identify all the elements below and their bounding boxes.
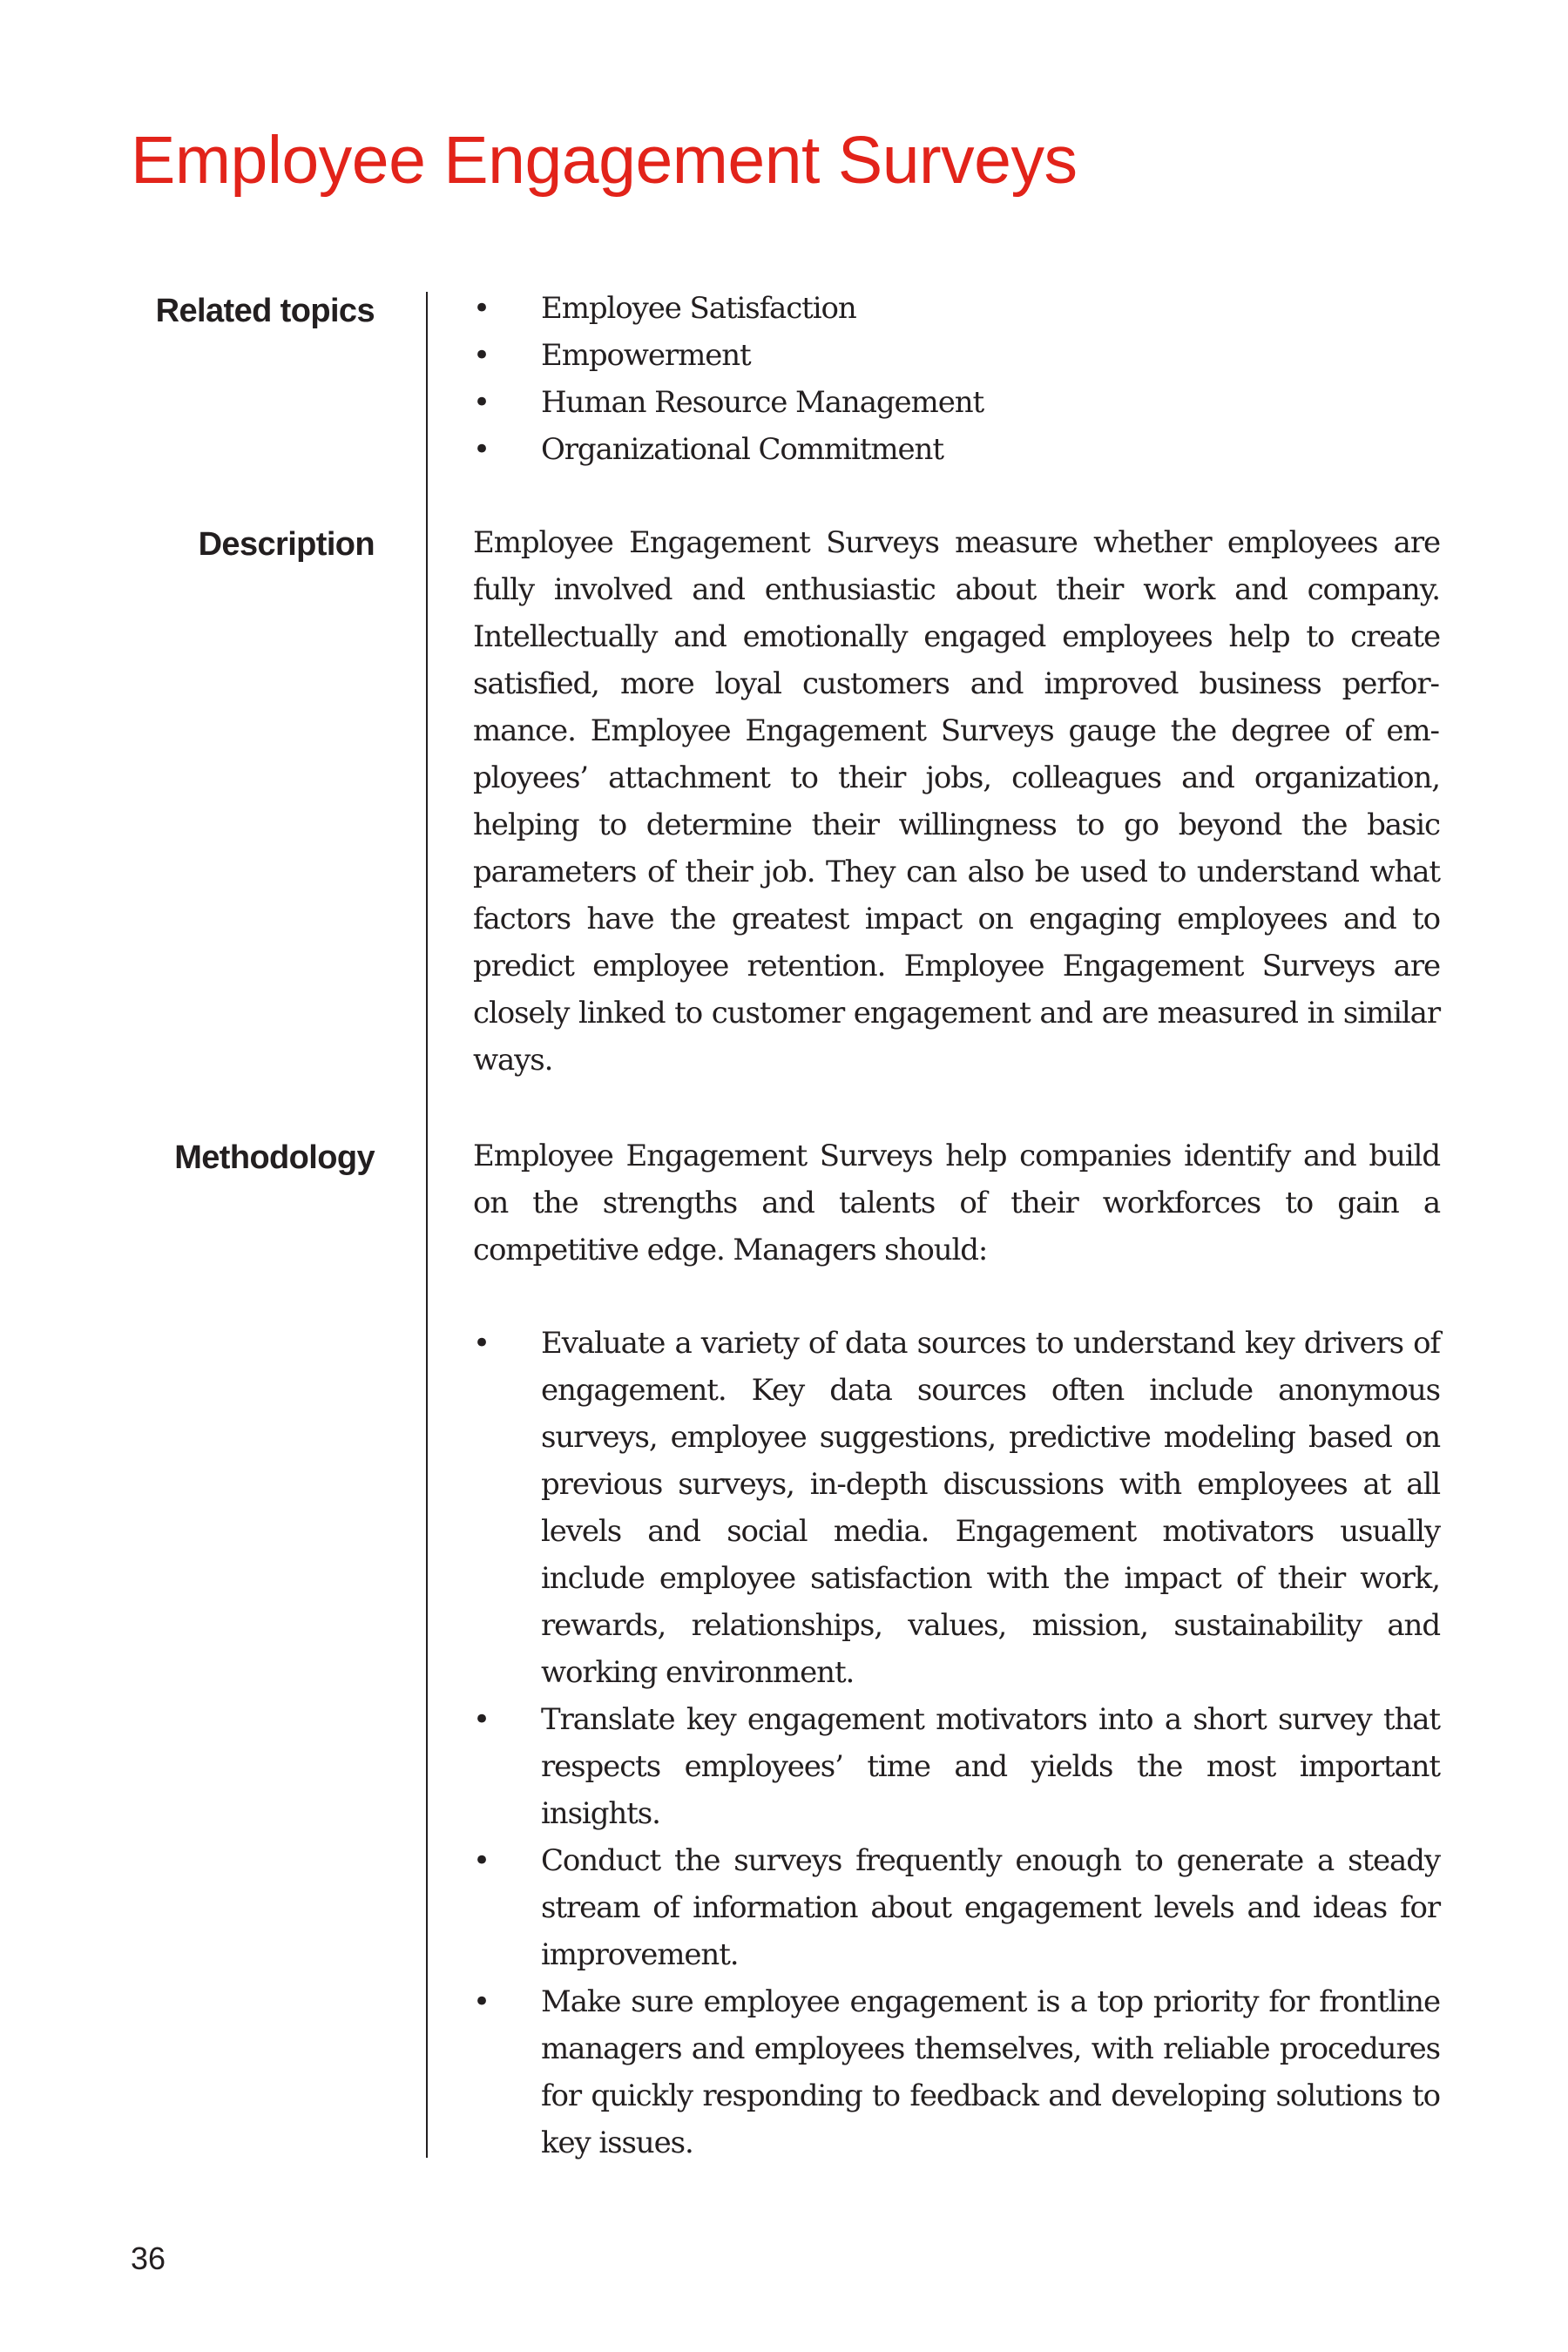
page-title: Employee Engagement Surveys [131,123,1078,198]
list-item: • Conduct the surveys frequently enough to generate a steady stream of information about engagement levels and ideas for improvement. [473,1837,1440,1978]
page-number: 36 [131,2240,166,2276]
methodology-list [473,1320,1440,2166]
bullet-icon: • [473,432,490,467]
bullet-icon: • [473,1984,490,2019]
bullet-icon: • [473,1843,490,1878]
description-label: Description [198,526,375,563]
methodology-intro: Employee Engagement Surveys help companies identify and build on the strengths and talents of their workforces to gain a competitive edge. Managers should: [473,1139,1440,1267]
bullet-icon: • [473,385,490,420]
list-item: • Empowerment [473,332,1431,379]
list-item: • Human Resource Management [473,379,1431,426]
list-item: • Employee Satisfaction [473,285,1431,332]
bullet-icon: • [473,1702,490,1737]
list-item: • Evaluate a variety of data sources to understand key drivers of engagement. Key data sources often include anonymous surveys, employee suggestions, predictive modeling based on previous surveys, in-depth discussions with employees at all levels and social media. Engagement motivators usually include employee satisfaction with the impact of their work, rewards, relationships, values, mission, sustainability and working environment. [473,1320,1440,1696]
list-item: • Translate key engagement motivators into a short survey that respects employees’ time and yields the most important insights. [473,1696,1440,1837]
list-item: • Organizational Commitment [473,426,1431,473]
list-item: • Make sure employee engagement is a top priority for frontline managers and employees themselves, with reliable procedures for quickly responding to feedback and developing solutions to key issues. [473,1978,1440,2166]
bullet-icon: • [473,291,490,326]
column-divider [426,292,428,2158]
related-topics-label: Related topics [155,293,375,329]
bullet-icon: • [473,338,490,373]
related-topics-list [473,285,1431,473]
methodology-label: Methodology [174,1139,375,1176]
description-text: Employee Engagement Surveys measure whether employees are fully involved and enthusiastic about their work and company. Intellectually and emotionally engaged employees help to create satisfied, more loyal customers and improved business performance. Employee Engagement Surveys gauge the degree of employees’ attachment to their jobs, colleagues and organization, helping to determine their willingness to go beyond the basic parameters of their job. They can also be used to understand what factors have the greatest impact on engaging employees and to predict employee retention. Employee Engagement Surveys are closely linked to customer engagement and are measured in similar ways. [473,525,1440,1078]
bullet-icon: • [473,1326,490,1361]
